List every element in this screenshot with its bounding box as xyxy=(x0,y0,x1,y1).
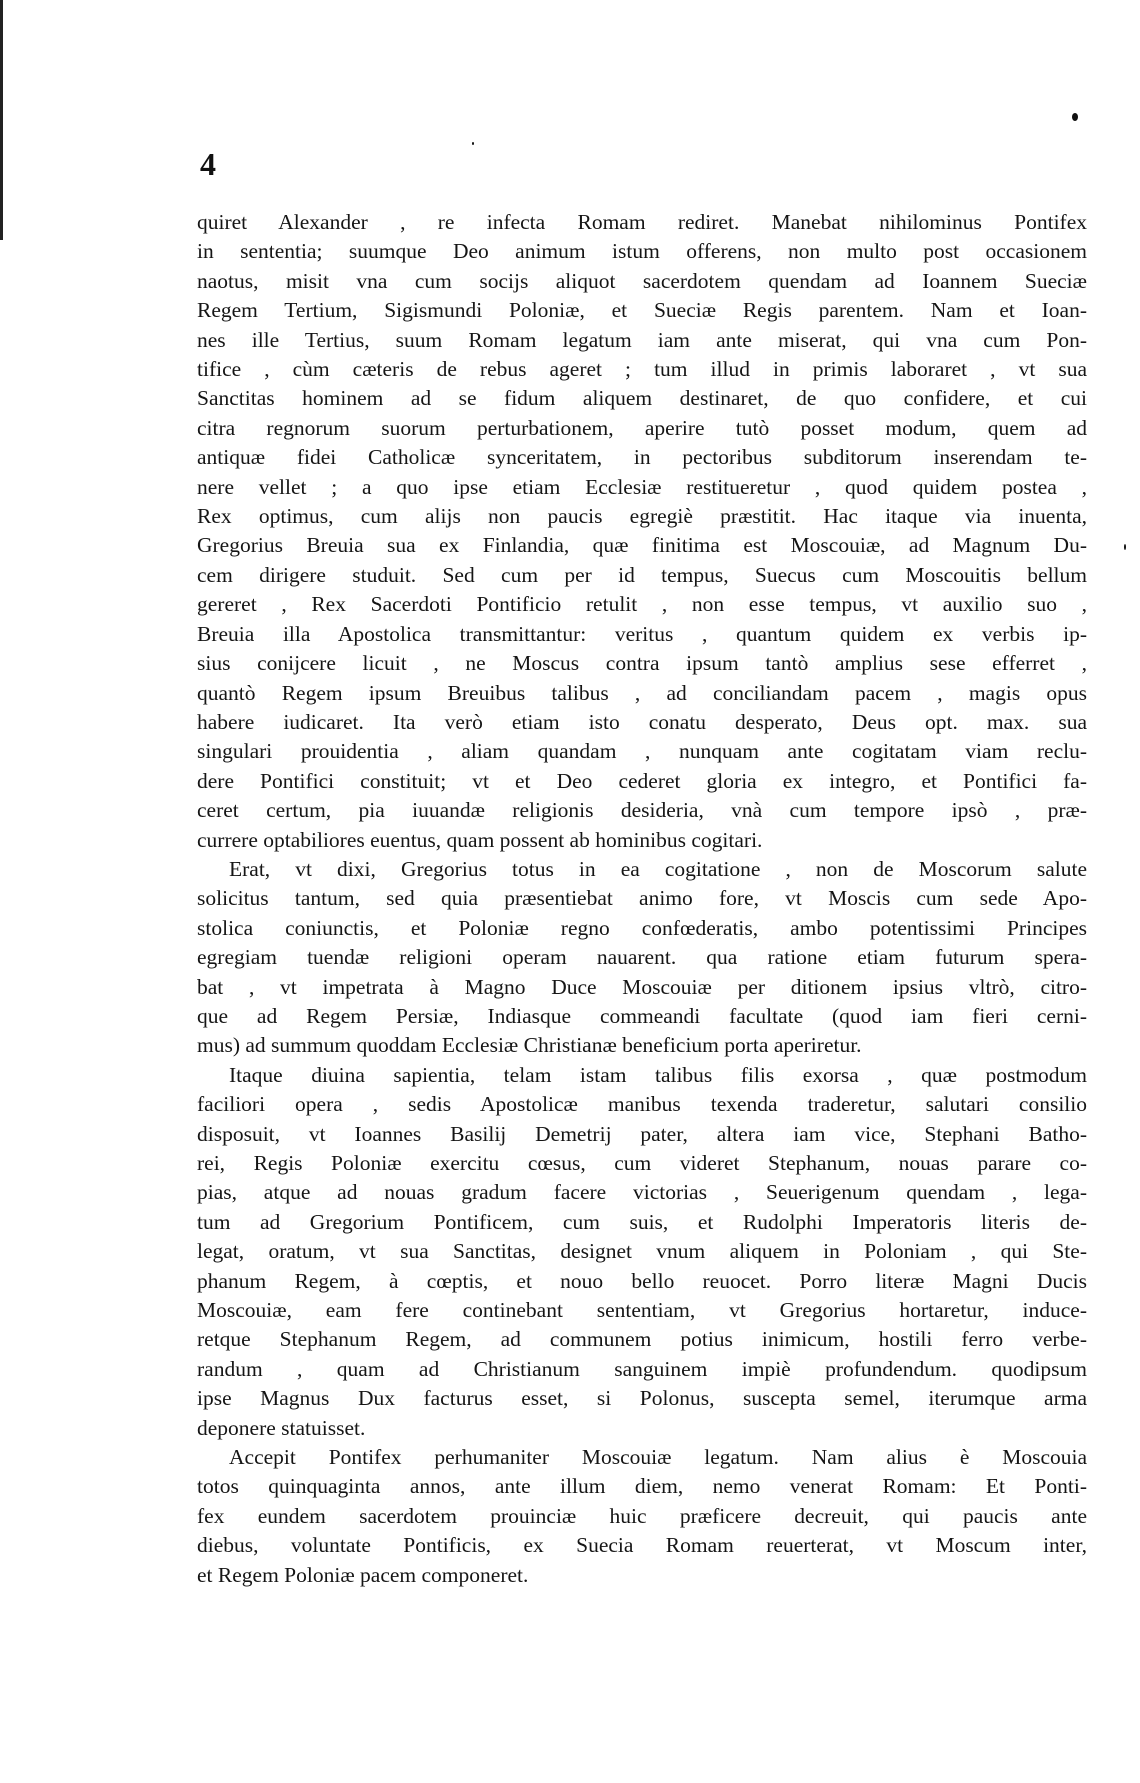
text-line: deponere statuisset. xyxy=(197,1415,366,1440)
text-line: Itaque diuina sapientia, telam istam talibus filis exorsa , quæ postmodum xyxy=(229,1062,1087,1087)
text-line: sius conijcere licuit , ne Moscus contra ipsum tantò amplius sese efferret , xyxy=(197,651,1087,676)
text-line: rei, Regis Poloniæ exercitu cœsus, cum videret Stephanum, nouas parare co- xyxy=(197,1151,1087,1175)
text-line: nere vellet ; a quo ipse etiam Ecclesiæ restitueretur , quod quidem postea , xyxy=(197,474,1087,499)
text-line: randum , quam ad Christianum sanguinem impiè profundendum. quodipsum xyxy=(197,1356,1087,1381)
text-line: egregiam tuendæ religioni operam nauarent. qua ratione etiam futurum spera- xyxy=(197,945,1087,970)
page-edge-shadow xyxy=(0,0,13,240)
text-line: et Regem Poloniæ pacem componeret. xyxy=(197,1562,529,1587)
text-line: stolica coniunctis, et Poloniæ regno confœderatis, ambo potentissimi Principes xyxy=(197,915,1087,940)
text-line: retque Stephanum Regem, ad communem potius inimicum, hostili ferro verbe- xyxy=(197,1327,1087,1352)
text-line: naotus, misit vna cum socijs aliquot sacerdotem quendam ad Ioannem Sueciæ xyxy=(197,268,1087,293)
text-line: que ad Regem Persiæ, Indiasque commeandi facultate (quod iam fieri cerni- xyxy=(197,1003,1087,1028)
text-line: Moscouiæ, eam fere continebant sententiam, vt Gregorius hortaretur, induce- xyxy=(197,1298,1087,1323)
text-line: Regem Tertium, Sigismundi Poloniæ, et Sueciæ Regis parentem. Nam et Ioan- xyxy=(197,298,1087,323)
text-line: disposuit, vt Ioannes Basilij Demetrij pater, altera iam vice, Stephani Batho- xyxy=(197,1121,1087,1146)
text-line: Breuia illa Apostolica transmittantur: veritus , quantum quidem ex verbis ip- xyxy=(197,621,1087,646)
text-line: gereret , Rex Sacerdoti Pontificio retulit , non esse tempus, vt auxilio suo , xyxy=(197,592,1087,617)
text-line: Rex optimus, cum alijs non paucis egregiè præstitit. Hac itaque via inuenta, xyxy=(197,504,1087,529)
text-line: phanum Regem, à cœptis, et nouo bello reuocet. Porro literæ Magni Ducis xyxy=(197,1268,1087,1293)
text-line: diebus, voluntate Pontificis, ex Suecia Romam reuerterat, vt Moscum inter, xyxy=(197,1533,1087,1558)
text-line: faciliori opera , sedis Apostolicæ manibus texenda traderetur, salutari consilio xyxy=(197,1092,1087,1117)
paragraph xyxy=(197,1443,1087,1590)
text-line: quantò Regem ipsum Breuibus talibus , ad conciliandam pacem , magis opus xyxy=(197,680,1087,705)
text-line: Accepit Pontifex perhumaniter Moscouiæ legatum. Nam alius è Moscouia xyxy=(229,1445,1087,1470)
text-line: nes ille Tertius, suum Romam legatum iam ante miserat, qui vna cum Pon- xyxy=(197,327,1087,352)
text-line: bat , vt impetrata à Magno Duce Moscouiæ per ditionem ipsius vltrò, citro- xyxy=(197,974,1087,999)
text-line: fex eundem sacerdotem prouinciæ huic præficere decreuit, qui paucis ante xyxy=(197,1503,1087,1528)
text-line: antiquæ fidei Catholicæ synceritatem, in pectoribus subditorum inserendam te- xyxy=(197,445,1087,470)
paragraph xyxy=(197,208,1087,855)
body-text xyxy=(197,208,1087,1590)
text-line: mus) ad summum quoddam Ecclesiæ Christianæ beneficium porta aperiretur. xyxy=(197,1033,862,1058)
text-line: quiret Alexander , re infecta Romam rediret. Manebat nihilominus Pontifex xyxy=(197,210,1087,234)
text-line: dere Pontifici constituit; vt et Deo cederet gloria ex integro, et Pontifici fa- xyxy=(197,768,1087,793)
page-number: 4 xyxy=(200,146,216,182)
ink-speck xyxy=(1072,113,1078,121)
text-line: solicitus tantum, sed quia præsentiebat animo fore, vt Moscis cum sede Apo- xyxy=(197,886,1087,911)
text-line: cem dirigere studuit. Sed cum per id tempus, Suecus cum Moscouitis bellum xyxy=(197,562,1087,587)
paragraph xyxy=(197,1061,1087,1443)
text-line: totos quinquaginta annos, ante illum diem, nemo venerat Romam: Et Ponti- xyxy=(197,1474,1087,1499)
text-line: legat, oratum, vt sua Sanctitas, designet vnum aliquem in Poloniam , qui Ste- xyxy=(197,1239,1087,1264)
text-line: Gregorius Breuia sua ex Finlandia, quæ finitima est Moscouiæ, ad Magnum Du- xyxy=(197,533,1087,558)
text-line: in sententia; suumque Deo animum istum offerens, non multo post occasionem xyxy=(197,239,1087,264)
ink-speck xyxy=(472,142,474,145)
ink-speck xyxy=(1124,544,1126,550)
text-line: pias, atque ad nouas gradum facere victorias , Seuerigenum quendam , lega- xyxy=(197,1180,1087,1205)
text-line: tifice , cùm cæteris de rebus ageret ; tum illud in primis laboraret , vt sua xyxy=(197,357,1087,382)
text-line: currere optabiliores euentus, quam possent ab hominibus cogitari. xyxy=(197,827,763,852)
text-line: Erat, vt dixi, Gregorius totus in ea cogitatione , non de Moscorum salute xyxy=(229,856,1087,881)
paragraph xyxy=(197,855,1087,1061)
text-line: singulari prouidentia , aliam quandam , nunquam ante cogitatam viam reclu- xyxy=(197,739,1087,764)
text-line: citra regnorum suorum perturbationem, aperire tutò posset modum, quem ad xyxy=(197,415,1087,440)
text-line: Sanctitas hominem ad se fidum aliquem destinaret, de quo confidere, et cui xyxy=(197,386,1087,411)
text-line: tum ad Gregorium Pontificem, cum suis, et Rudolphi Imperatoris literis de- xyxy=(197,1209,1087,1234)
text-line: ceret certum, pia iuuandæ religionis desideria, vnà cum tempore ipsò , præ- xyxy=(197,798,1087,823)
text-line: habere iudicaret. Ita verò etiam isto conatu desperato, Deus opt. max. sua xyxy=(197,709,1087,734)
text-line: ipse Magnus Dux facturus esset, si Polonus, suscepta semel, iterumque arma xyxy=(197,1386,1087,1411)
